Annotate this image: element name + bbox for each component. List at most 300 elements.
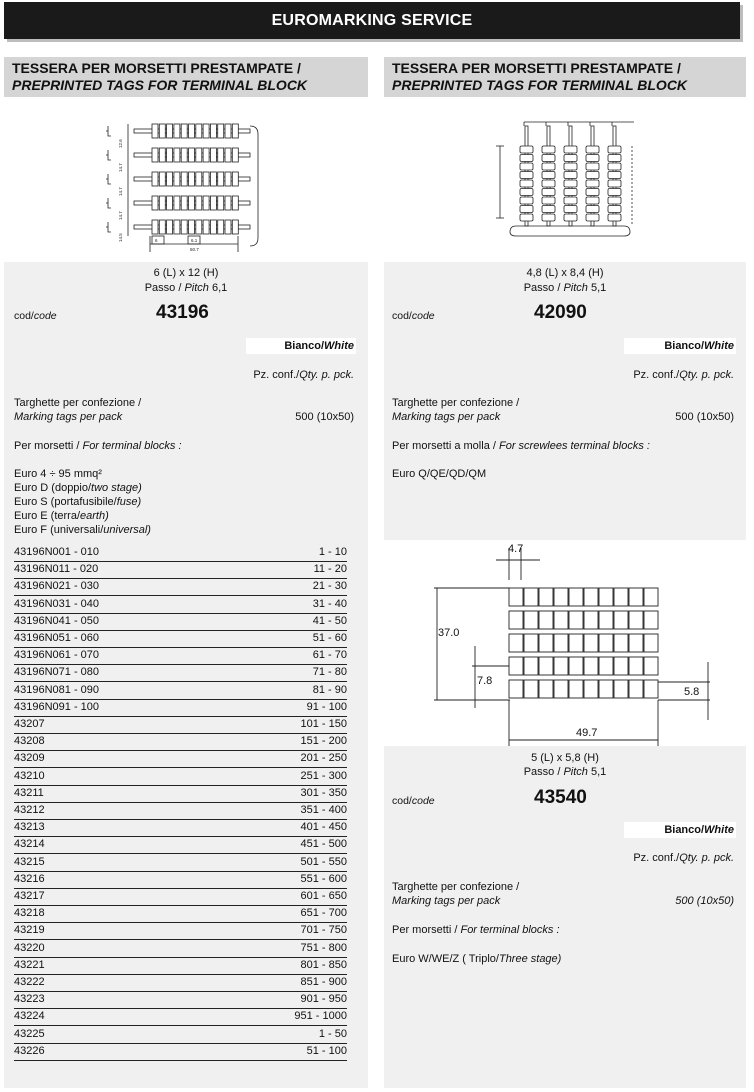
left-drawing-tag: [196, 172, 202, 186]
row-code: 43212: [14, 804, 45, 816]
rb-drawing-tag: [569, 634, 583, 652]
row-code: 43221: [14, 958, 45, 971]
left-drawing-tag: [218, 124, 224, 138]
left-drawing-tag: [152, 196, 158, 210]
rb-cod-label: [392, 794, 435, 808]
left-drawing-tag: [225, 220, 231, 234]
table-row: [14, 699, 347, 717]
rb-drawing-tag: [554, 611, 568, 629]
rt-drawing-tag: [608, 180, 621, 187]
left-drawing-tag: [189, 148, 195, 162]
left-drawing-tag: [189, 196, 195, 210]
rb-drawing-tag: [554, 588, 568, 606]
row-range: 951 - 1000: [294, 1010, 347, 1023]
table-row: [14, 991, 347, 1009]
rb-euro-b: Three stage): [498, 953, 562, 965]
rt-blocks-it: Per morsetti a molla /: [392, 440, 496, 452]
table-row: [14, 768, 347, 786]
left-pack-label-en: Qty. p. pck.: [299, 369, 354, 381]
rt-color-it: Bianco/: [664, 340, 705, 352]
left-heading: [4, 57, 368, 97]
rt-drawing-tag: [564, 189, 577, 196]
left-color: [246, 339, 354, 353]
left-drawing-tag: [210, 124, 216, 138]
table-row: [14, 733, 347, 751]
table-row: [14, 750, 347, 768]
left-cod-it: cod/: [14, 310, 34, 322]
rb-euro: [392, 952, 561, 966]
rt-size: 4,8 (L) x 8,4 (H): [526, 267, 604, 279]
rt-drawing-tag: [586, 206, 599, 213]
left-drawing-tag: [210, 196, 216, 210]
rt-pack-label-en: Qty. p. pck.: [679, 369, 734, 381]
left-drawing-tag: [189, 220, 195, 234]
left-euro-line-main: Euro S (portafusibile/: [14, 496, 117, 508]
rb-drawing-tag: [569, 588, 583, 606]
left-drawing-tag: [232, 148, 238, 162]
left-drawing-tag: [218, 148, 224, 162]
left-drawing-tag: [152, 148, 158, 162]
left-pitch-en: Pitch: [184, 282, 209, 294]
rb-drawing-tag: [524, 634, 538, 652]
table-row: [14, 785, 347, 803]
rt-blocks-en: For screwlees terminal blocks :: [498, 440, 650, 452]
rb-drawing-tag: [629, 634, 643, 652]
row-code: 43216: [14, 872, 45, 885]
row-range: 551 - 600: [300, 872, 347, 885]
left-dim-v1: 12.6: [118, 139, 123, 148]
table-row: [14, 922, 347, 940]
rb-drawing-tag: [569, 680, 583, 698]
rb-drawing-tag: [629, 588, 643, 606]
left-dim-v3: 14.7: [118, 187, 123, 196]
left-euro-line-main: Euro D (doppio/: [14, 482, 92, 494]
left-euro-line-main: Euro E (terra/: [14, 510, 81, 522]
rb-tags-en: Marking tags per pack: [392, 895, 501, 907]
row-range: 71 - 80: [312, 666, 347, 679]
row-code: 43196N011 - 020: [14, 563, 99, 576]
row-code: 43196N031 - 040: [14, 597, 100, 610]
rt-drawing-tag: [520, 214, 533, 221]
rb-pack-label-en: Qty. p. pck.: [679, 852, 734, 864]
rb-drawing-tag: [509, 680, 523, 698]
row-range: 651 - 700: [300, 907, 347, 920]
rb-color: [624, 823, 734, 837]
rt-cod-en: code: [411, 310, 435, 322]
rb-drawing-tag: [539, 611, 553, 629]
rt-drawing-tag: [586, 146, 599, 153]
rb-pitch: [384, 765, 746, 779]
left-drawing-tag: [159, 196, 165, 210]
left-tags-it: Targhette per confezione /: [14, 397, 142, 409]
rt-color: [624, 339, 734, 353]
row-code: 43226: [14, 1044, 45, 1057]
rb-size: 5 (L) x 5,8 (H): [531, 752, 599, 764]
rb-drawing-tag: [569, 611, 583, 629]
left-pitch-it: Passo /: [144, 282, 182, 294]
row-range: 151 - 200: [300, 735, 347, 748]
rb-drawing-tag: [614, 680, 628, 698]
table-row: [14, 802, 347, 820]
rb-drawing-tag: [644, 680, 658, 698]
rt-drawing-tag: [564, 146, 577, 153]
rt-drawing-tag: [542, 206, 555, 213]
rt-drawing-tag: [542, 172, 555, 179]
row-code: 43196N041 - 050: [14, 614, 100, 627]
rb-drawing-tag: [599, 634, 613, 652]
table-row: [14, 647, 347, 665]
rt-drawing-tag: [520, 197, 533, 204]
left-dim-v2: 14.7: [118, 163, 123, 172]
row-range: 801 - 850: [300, 958, 347, 971]
left-euro-line: [14, 495, 141, 509]
row-code: 43214: [14, 838, 45, 851]
left-euro-line-en: fuse): [116, 496, 142, 508]
left-drawing-tag: [159, 172, 165, 186]
left-drawing-tag: [218, 196, 224, 210]
left-drawing-tag: [167, 124, 173, 138]
row-code: 43208: [14, 735, 45, 748]
rb-drawing-tag: [554, 657, 568, 675]
rt-drawing-tag: [586, 197, 599, 204]
left-drawing-tag: [225, 148, 231, 162]
left-euro-line: [14, 481, 142, 495]
rt-drawing-tag: [586, 214, 599, 221]
rb-drawing-tag: [629, 680, 643, 698]
left-dim-small-1: 6: [155, 238, 158, 243]
left-cod-en: code: [33, 310, 57, 322]
row-code: 43218: [14, 907, 45, 920]
left-euro-line-en: earth): [80, 510, 109, 522]
rt-cod-label: [392, 309, 435, 323]
left-dim-small-2: 6.1: [191, 238, 198, 243]
table-row: [14, 957, 347, 975]
row-code: 43224: [14, 1010, 45, 1023]
left-drawing-tag: [232, 172, 238, 186]
right-heading: [384, 57, 746, 97]
rb-drawing-tag: [614, 611, 628, 629]
table-row: [14, 836, 347, 854]
rb-drawing-tag: [644, 611, 658, 629]
row-range: 21 - 30: [312, 580, 347, 593]
rb-drawing-tag: [584, 611, 598, 629]
rb-drawing-tag: [644, 657, 658, 675]
rb-drawing-tag: [524, 657, 538, 675]
left-drawing-tag: [196, 220, 202, 234]
right-top-tag-drawing: [494, 116, 644, 238]
left-drawing-tag: [152, 220, 158, 234]
rt-drawing-tag: [542, 163, 555, 170]
row-range: 251 - 300: [300, 769, 347, 782]
row-code: 43196N051 - 060: [14, 632, 100, 644]
table-row: [14, 819, 347, 837]
left-drawing-tag: [181, 220, 187, 234]
rb-drawing-tag: [599, 680, 613, 698]
left-drawing-tag: [210, 220, 216, 234]
rt-pitch-value: 5,1: [590, 282, 607, 294]
left-drawing-tag: [232, 196, 238, 210]
table-row: [14, 1008, 347, 1026]
rt-drawing-tag: [520, 146, 533, 153]
row-code: 43225: [14, 1027, 45, 1040]
left-drawing-tag: [167, 196, 173, 210]
rt-drawing-tag: [564, 206, 577, 213]
rb-cod-en: code: [411, 795, 435, 807]
rb-drawing-tag: [584, 588, 598, 606]
rb-drawing-tag: [569, 657, 583, 675]
rb-dim-tag: 5.8: [684, 686, 700, 698]
rt-drawing-tag: [542, 155, 555, 162]
left-drawing-tag: [203, 148, 209, 162]
rt-drawing-tag: [520, 163, 533, 170]
left-euro-line-main: Euro F (universali/: [14, 524, 104, 536]
table-row: [14, 905, 347, 923]
rb-pack-label: [580, 851, 734, 865]
rb-euro-a: Euro W/WE/Z ( Triplo/: [392, 953, 499, 965]
rt-drawing-tag: [586, 163, 599, 170]
rt-drawing-tag: [520, 172, 533, 179]
rt-drawing-tag: [542, 214, 555, 221]
left-drawing-tag: [189, 172, 195, 186]
rb-drawing-tag: [509, 657, 523, 675]
table-row: [14, 596, 347, 614]
left-euro-line: [14, 467, 102, 481]
row-range: 501 - 550: [300, 855, 347, 868]
rb-drawing-tag: [644, 588, 658, 606]
left-drawing-tag: [174, 124, 180, 138]
left-drawing-tag: [196, 124, 202, 138]
left-heading-en: PREPRINTED TAGS FOR TERMINAL BLOCK: [12, 77, 308, 93]
rb-drawing-tag: [614, 634, 628, 652]
left-drawing-tag: [159, 124, 165, 138]
left-drawing-tag: [196, 148, 202, 162]
table-row: [14, 682, 347, 700]
rb-color-en: White: [704, 824, 734, 836]
rb-cod-it: cod/: [392, 795, 412, 807]
left-blocks: [14, 439, 182, 453]
rt-tags-it: Targhette per confezione /: [392, 397, 520, 409]
rb-drawing-tag: [554, 634, 568, 652]
left-drawing-tag: [196, 196, 202, 210]
rb-drawing-tag: [509, 588, 523, 606]
row-code: 43196N061 - 070: [14, 649, 100, 662]
right-bottom-tag-drawing: [420, 538, 720, 746]
row-code: 43210: [14, 769, 45, 782]
row-code: 43211: [14, 786, 44, 799]
rt-drawing-tag: [542, 180, 555, 187]
left-drawing-tag: [152, 124, 158, 138]
left-product-code: 43196: [156, 302, 209, 323]
table-row: [14, 664, 347, 682]
rb-product-code: 43540: [534, 787, 587, 808]
left-dim-total: 60.7: [190, 247, 199, 252]
left-drawing-tag: [218, 172, 224, 186]
left-drawing-tag: [181, 148, 187, 162]
row-range: 201 - 250: [300, 752, 347, 765]
rb-drawing-tag: [644, 634, 658, 652]
row-range: 601 - 650: [300, 890, 347, 902]
rt-pack-label-it: Pz. conf./: [633, 369, 680, 381]
left-size: 6 (L) x 12 (H): [153, 267, 219, 279]
rb-tags-value: 500 (10x50): [675, 895, 734, 907]
left-pack-label-it: Pz. conf./: [253, 369, 300, 381]
row-range: 41 - 50: [312, 614, 347, 627]
left-drawing-tag: [203, 220, 209, 234]
rb-drawing-tag: [614, 588, 628, 606]
rb-tags-it: Targhette per confezione /: [392, 881, 520, 893]
row-code: 43196N001 - 010: [14, 546, 100, 558]
rb-drawing-tag: [539, 680, 553, 698]
rt-drawing-tag: [564, 163, 577, 170]
table-row: [14, 561, 347, 579]
row-range: 91 - 100: [306, 700, 347, 713]
rt-drawing-tag: [564, 197, 577, 204]
left-pitch-value: 6,1: [211, 282, 228, 294]
rt-drawing-tag: [608, 172, 621, 179]
table-row: [14, 578, 347, 596]
row-range: 451 - 500: [300, 838, 347, 851]
row-range: 351 - 400: [300, 804, 347, 816]
left-drawing-tag: [159, 148, 165, 162]
rt-cod-it: cod/: [392, 310, 412, 322]
left-blocks-en: For terminal blocks :: [82, 440, 182, 452]
row-code: 43223: [14, 993, 45, 1006]
rt-drawing-tag: [542, 189, 555, 196]
row-range: 851 - 900: [300, 976, 347, 988]
row-range: 1 - 10: [318, 546, 347, 558]
rt-drawing-tag: [586, 172, 599, 179]
row-range: 61 - 70: [312, 649, 347, 662]
left-pack-label: [200, 368, 354, 382]
rb-drawing-tag: [599, 657, 613, 675]
left-color-en: White: [324, 340, 354, 352]
table-row: [14, 630, 347, 648]
rt-blocks: [392, 439, 650, 453]
left-drawing-tag: [167, 220, 173, 234]
table-row: [14, 940, 347, 958]
rb-drawing-tag: [599, 588, 613, 606]
rb-drawing-tag: [584, 657, 598, 675]
row-range: 51 - 100: [306, 1044, 347, 1057]
left-drawing-tag: [181, 172, 187, 186]
left-drawing-tag: [174, 196, 180, 210]
rb-drawing-tag: [629, 611, 643, 629]
table-row: [14, 871, 347, 889]
row-code: 43220: [14, 941, 45, 954]
rt-drawing-tag: [608, 163, 621, 170]
rb-dim-pitch: 7.8: [477, 675, 493, 687]
rt-drawing-tag: [586, 189, 599, 196]
left-tags-en: Marking tags per pack: [14, 411, 123, 423]
rt-drawing-tag: [542, 146, 555, 153]
right-heading-en: PREPRINTED TAGS FOR TERMINAL BLOCK: [392, 77, 688, 93]
left-drawing-tag: [181, 124, 187, 138]
rt-tags-value: 500 (10x50): [675, 411, 734, 423]
rb-drawing-tag: [539, 634, 553, 652]
rb-drawing-tag: [524, 611, 538, 629]
rb-drawing-tag: [524, 680, 538, 698]
left-drawing-tag: [203, 172, 209, 186]
rb-dim-width: 49.7: [576, 727, 598, 739]
left-dim-v4: 14.7: [118, 211, 123, 220]
left-drawing-tag: [210, 172, 216, 186]
rt-drawing-tag: [564, 180, 577, 187]
rt-drawing-tag: [608, 146, 621, 153]
rb-pitch-en: Pitch: [563, 766, 588, 778]
row-range: 101 - 150: [300, 718, 347, 730]
table-row: [14, 1026, 347, 1044]
rt-drawing-tag: [608, 155, 621, 162]
row-code: 43196N091 - 100: [14, 700, 100, 713]
left-euro-line: [14, 509, 109, 523]
left-pitch: [4, 281, 368, 295]
rt-drawing-tag: [586, 180, 599, 187]
rb-pitch-it: Passo /: [523, 766, 561, 778]
left-drawing-tag: [174, 220, 180, 234]
row-range: 751 - 800: [300, 941, 347, 954]
rb-drawing-tag: [599, 611, 613, 629]
row-code: 43219: [14, 924, 45, 937]
rt-color-en: White: [704, 340, 734, 352]
rt-pitch-en: Pitch: [563, 282, 588, 294]
left-tags-value: 500 (10x50): [295, 411, 354, 423]
left-drawing-tag: [203, 196, 209, 210]
rb-drawing-tag: [509, 634, 523, 652]
left-drawing-tag: [225, 196, 231, 210]
rt-drawing-tag: [564, 155, 577, 162]
left-drawing-tag: [174, 172, 180, 186]
table-row: [14, 974, 347, 992]
rb-drawing-tag: [584, 680, 598, 698]
left-drawing-tag: [167, 172, 173, 186]
row-code: 43196N021 - 030: [14, 580, 100, 593]
left-drawing-tag: [152, 172, 158, 186]
rt-drawing-tag: [586, 155, 599, 162]
row-code: 43222: [14, 976, 45, 988]
row-range: 51 - 60: [312, 632, 347, 644]
left-drawing-tag: [174, 148, 180, 162]
row-range: 11 - 20: [313, 563, 347, 576]
left-drawing-tag: [181, 196, 187, 210]
page-title-bar: [4, 2, 740, 39]
row-range: 81 - 90: [312, 683, 347, 696]
rb-pack-label-it: Pz. conf./: [633, 852, 680, 864]
row-range: 31 - 40: [312, 597, 347, 610]
rb-drawing-tag: [524, 588, 538, 606]
left-blocks-it: Per morsetti /: [14, 440, 80, 452]
page-title: EUROMARKING SERVICE: [271, 11, 473, 29]
rb-dim-top: 4.7: [508, 543, 524, 555]
rt-drawing-tag: [520, 180, 533, 187]
left-euro-line-en: two stage): [91, 482, 142, 494]
rt-product-code: 42090: [534, 302, 587, 323]
rt-pack-label: [580, 368, 734, 382]
row-code: 43213: [14, 821, 45, 834]
left-drawing-tag: [203, 124, 209, 138]
rt-drawing-tag: [520, 206, 533, 213]
left-euro-line-en: universal): [103, 524, 151, 536]
rb-drawing-tag: [509, 611, 523, 629]
rb-drawing-tag: [629, 657, 643, 675]
row-code: 43209: [14, 752, 45, 765]
rt-drawing-tag: [520, 155, 533, 162]
row-range: 401 - 450: [300, 821, 347, 834]
rt-drawing-tag: [564, 214, 577, 221]
rb-drawing-tag: [554, 680, 568, 698]
left-drawing-tag: [210, 148, 216, 162]
left-drawing-tag: [225, 172, 231, 186]
rt-pitch: [384, 281, 746, 295]
